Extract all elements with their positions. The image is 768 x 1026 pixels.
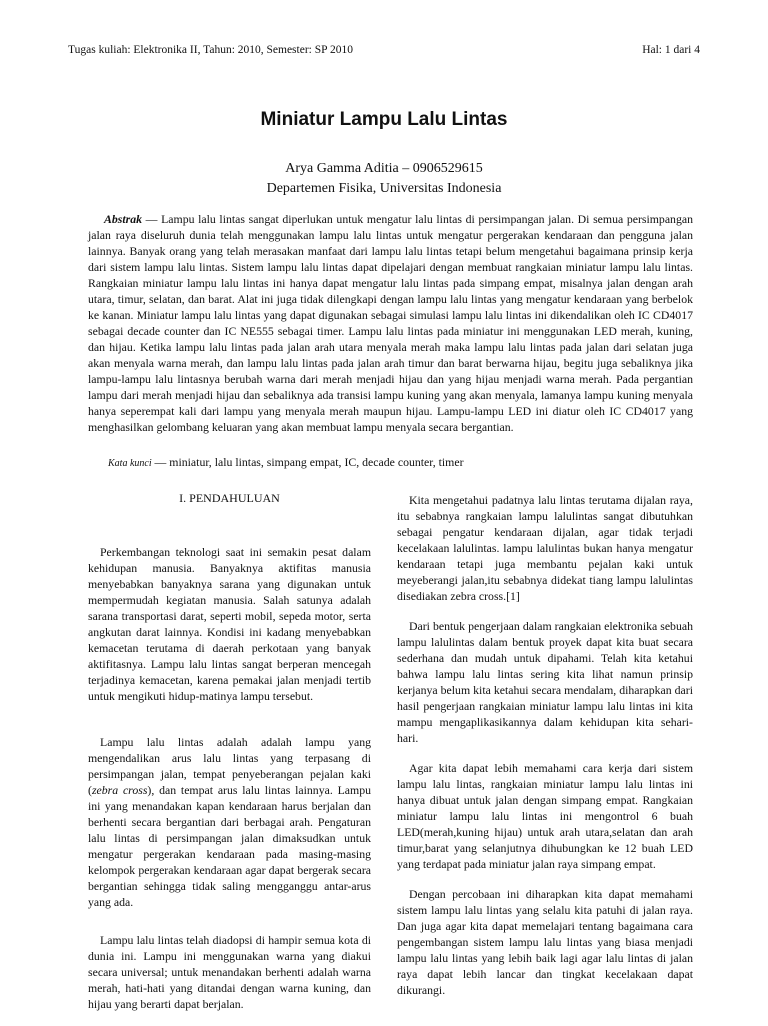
- author-name: Arya Gamma Aditia – 0906529615: [285, 161, 483, 176]
- abstract-label: Abstrak: [104, 212, 143, 226]
- keywords-text: — miniatur, lalu lintas, simpang empat, IC, decade counter, timer: [151, 455, 464, 469]
- running-header-left: Tugas kuliah: Elektronika II, Tahun: 2010, Semester: SP 2010: [68, 44, 353, 56]
- paragraph: Perkembangan teknologi saat ini semakin pesat dalam kehidupan manusia. Banyaknya aktifitas manusia menyebabkan banyaknya sarana yang digunakan untuk mempermudah kegiatan manusia. Salah satunya adalah sarana transportasi darat, seperti mobil, sepeda motor, serta angkutan darat lainnya. Kondisi ini kadang menyebabkan kemacetan terutama di daerah perkotaan yang banyak aktifitasnya. Lampu lalu lintas sangat berperan mencegah terjadinya kemacetan, karena pemakai jalan menjadi tertib untuk mengikuti hidup-matinya lampu tersebut.: [88, 545, 371, 703]
- author-block: [0, 159, 768, 199]
- paragraph: Dengan percobaan ini diharapkan kita dapat memahami sistem lampu lalu lintas yang selalu kita patuhi di jalan raya. Dan juga agar kita dapat memelajari tentang bagaimana cara pengembangan sistem lampu lalu lintas yang biasa menjadi lampu lalu lintas yang lebih baik lagi agar lalu lintas di jalan raya dapat lebih lancar dan tingkat kecelakaan dapat dikurangi.: [397, 887, 693, 997]
- paragraph: [88, 734, 371, 910]
- paragraph: Dari bentuk pengerjaan dalam rangkaian elektronika sebuah lampu lalulintas dalam bentuk proyek dapat kita buat secara sederhana dan mudah untuk dipahami. Telah kita ketahui bahwa lampu lalu lintas sering kita lihat namun prinsip kerjanya belum kita ketahui secara mendalam, diharapkan dari hasil pengerjaan rangkaian miniatur lampu lalu lintas ini kita mampu mengaplikasikannya dalam kehidupan kita sehari-hari.: [397, 619, 693, 745]
- paragraph: Kita mengetahui padatnya lalu lintas terutama dijalan raya, itu sebabnya rangkaian lampu lalulintas sangat dibutuhkan sebagai pengatur kendaraan dijalan, agar tidak terjadi kecelakaan lalulintas. lampu lalulintas bukan hanya mengatur kendaraan tetapi juga membantu pejalan kaki untuk meyeberangi jalan,itu sebabnya didekat tiang lampu lalulintas disediakan zebra cross.[1]: [397, 493, 693, 603]
- keywords-label: Kata kunci: [108, 458, 152, 469]
- section-heading: I. PENDAHULUAN: [179, 491, 280, 505]
- abstract-text: Lampu lalu lintas sangat diperlukan untuk mengatur lalu lintas di persimpangan jalan. Di semua persimpangan jalan raya diseluruh dunia telah menggunakan lampu lalu lintas untuk mengatur pergerakan kendaraan dan pengguna jalan lainnya. Banyak orang yang telah merasakan manfaat dari lampu lalu lintas tetapi belum mengetahui bagaimana prinsip kerja dari sistem lampu lalu lintas. Sistem lampu lalu lintas dapat dipelajari dengan membuat rangkaian miniatur lampu lalu lintas. Rangkaian miniatur lampu lalu lintas ini hanya dapat mengatur lalu lintas pada simpang empat, misalnya jalan dengan arah utara, timur, selatan, dan barat. Alat ini juga tidak dilengkapi dengan lampu lalu lintas yang mengatur kendaraan yang berbelok ke kanan. Miniatur lampu lalu lintas yang dapat digunakan sebagai simulasi lampu lalu lintas ini dikendalikan oleh IC CD4017 sebagai decade counter dan IC NE555 sebagai timer. Lampu lalu lintas pada miniatur ini menggunakan LED merah, kuning, dan hijau. Ketika lampu lalu lintas pada jalan arah utara menyala merah maka lampu lalu lintas pada jalan dari selatan juga akan menyala warna merah, dan lampu lalu lintas pada jalan arah timur dan barat berwarna hijau, begitu juga sebaliknya jika lampu-lampu lalu lintasnya berubah warna dari merah menjadi hijau dan yang hijau menjadi warna merah. Pada pergantian lampu dari merah menjadi hijau dan sebaliknya ada transisi lampu kuning yang akan menyala, lamanya lampu kuning menyala hanya seperempat kali dari lampu yang menyala merah maupun hijau. Lampu-lampu LED ini diatur oleh IC CD4017 yang menghasilkan gelombang keluaran yang akan membuat lampu menyala secara bergantian.: [88, 212, 693, 434]
- abstract: [88, 211, 693, 435]
- paragraph: Agar kita dapat lebih memahami cara kerja dari sistem lampu lalu lintas, rangkaian miniatur lampu lalu lintas ini hanya dibuat untuk jalan dengan simpang empat. Rangkaian miniatur lampu lalu lintas ini mengontrol 6 buah LED(merah,kuning hijau) untuk arah utara,selatan dan arah timur,barat yang selanjutnya dihubungkan ke 12 buah LED yang terdapat pada miniatur jalan raya simpang empat.: [397, 761, 693, 871]
- paper-title: Miniatur Lampu Lalu Lintas: [260, 109, 508, 130]
- keywords: [108, 455, 464, 470]
- author-affiliation: Departemen Fisika, Universitas Indonesia: [266, 181, 502, 196]
- right-column: [397, 492, 693, 1012]
- abstract-dash: —: [142, 212, 162, 226]
- page-number: Hal: 1 dari 4: [642, 44, 700, 56]
- paragraph: Lampu lalu lintas telah diadopsi di hampir semua kota di dunia ini. Lampu ini menggunakan warna yang diakui secara universal; untuk menandakan berhenti adalah warna merah, hati-hati yang ditandai dengan warna kuning, dan hijau yang berarti dapat berjalan.: [88, 933, 371, 1011]
- paragraph-text: Lampu lalu lintas adalah adalah lampu yang mengendalikan arus lalu lintas yang terpasang di persimpangan jalan, tempat penyeberangan pejalan kaki (zebra cross), dan tempat arus lalu lintas lainnya. Lampu ini yang menandakan kapan kendaraan harus berjalan dan berhenti secara bergantian dari berbagai arah. Pengaturan lalu lintas di persimpangan jalan dimaksudkan untuk mengatur pergerakan kendaraan pada masing-masing kelompok pergerakan kendaraan agar dapat bergerak secara bergantian sehingga tidak saling mengganggu antar-arus yang ada.: [88, 735, 371, 909]
- left-column: [88, 490, 371, 1026]
